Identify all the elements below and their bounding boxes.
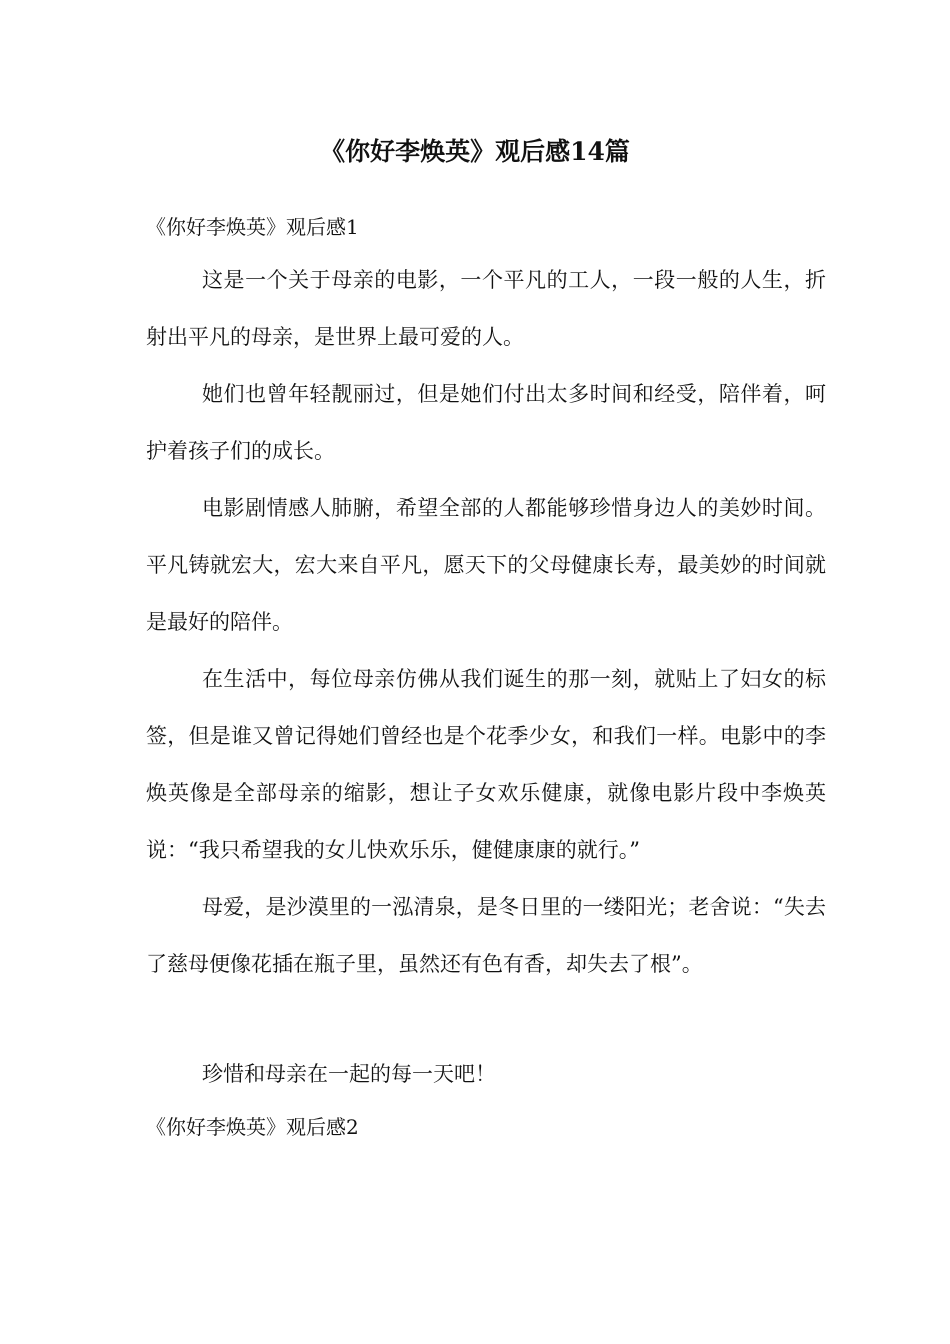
paragraph-3: 电影剧情感人肺腑，希望全部的人都能够珍惜身边人的美妙时间。平凡铸就宏大，宏大来自平凡，愿天下的父母健康长寿，最美妙的时间就是最好的陪伴。	[146, 496, 826, 634]
section-heading-2: 《你好李焕英》观后感2	[146, 1115, 359, 1139]
paragraph-5: 母爱，是沙漠里的一泓清泉，是冬日里的一缕阳光；老舍说：“失去了慈母便像花插在瓶子里，虽然还有色有香，却失去了根”。	[146, 895, 826, 976]
section-heading-1: 《你好李焕英》观后感1	[146, 215, 359, 239]
document-body	[146, 202, 826, 1152]
document-title: 《你好李焕英》观后感14篇	[320, 137, 630, 166]
paragraph-2: 她们也曾年轻靓丽过，但是她们付出太多时间和经受，陪伴着，呵护着孩子们的成长。	[146, 382, 826, 463]
paragraph-4: 在生活中，每位母亲仿佛从我们诞生的那一刻，就贴上了妇女的标签，但是谁又曾记得她们曾经也是个花季少女，和我们一样。电影中的李焕英像是全部母亲的缩影，想让子女欢乐健康，就像电影片段中李焕英说：“我只希望我的女儿快欢乐乐，健健康康的就行。”	[146, 667, 826, 862]
paragraph-1: 这是一个关于母亲的电影，一个平凡的工人，一段一般的人生，折射出平凡的母亲，是世界上最可爱的人。	[146, 268, 826, 349]
paragraph-gap	[146, 993, 826, 1046]
closing-paragraph: 珍惜和母亲在一起的每一天吧！	[202, 1062, 496, 1086]
